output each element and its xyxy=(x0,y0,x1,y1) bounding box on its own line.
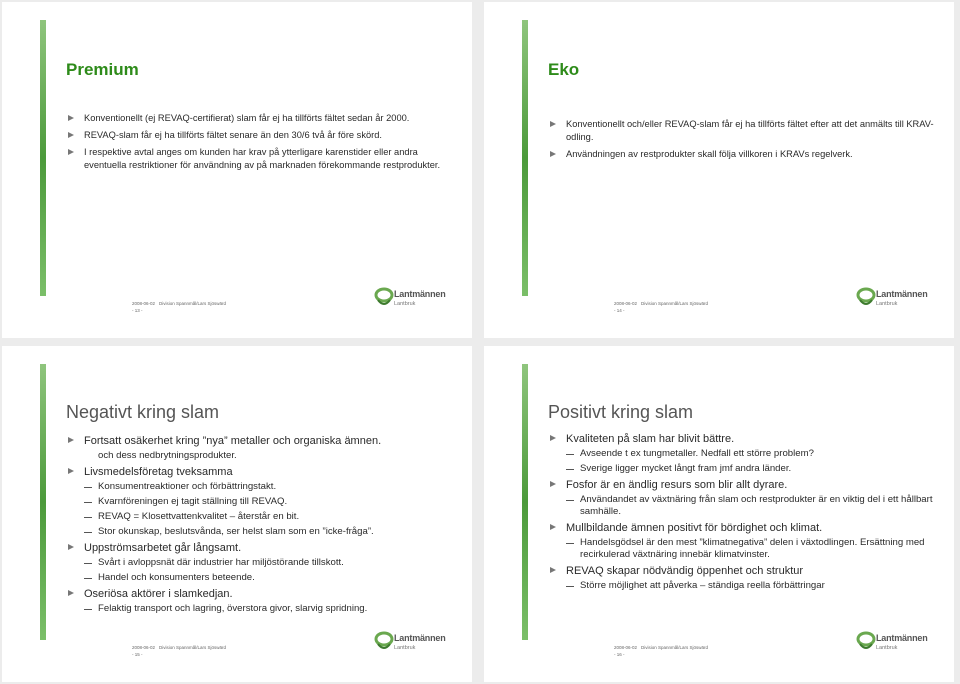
logo-name: Lantmännen xyxy=(876,633,928,643)
sub-bullet: Konsumentreaktioner och förbättringstakt. xyxy=(66,481,454,493)
lantmannen-logo xyxy=(374,286,446,314)
slide-positivt xyxy=(484,346,954,682)
bullet: REVAQ skapar nödvändig öppenhet och struktur xyxy=(548,564,936,578)
bullet: Kvaliteten på slam har blivit bättre. xyxy=(548,432,936,446)
accent-bar xyxy=(522,364,528,640)
slide-premium xyxy=(2,2,472,338)
slide-footer xyxy=(132,300,230,314)
leaf-icon xyxy=(856,286,876,308)
slide-title: Positivt kring slam xyxy=(548,402,694,422)
footer-division: Division Spannmål/Lars Sjöswärd xyxy=(159,645,227,650)
bullet: Uppströmsarbetet går långsamt. xyxy=(66,541,454,555)
footer-division: Division Spannmål/Lars Sjöswärd xyxy=(641,645,709,650)
sub-bullet: Större möjlighet att påverka – ständiga reella förbättringar xyxy=(548,580,936,592)
slide-footer xyxy=(614,644,712,658)
footer-date: 2008-06-02 xyxy=(132,301,156,306)
slide-title: Premium xyxy=(66,60,139,79)
sub-bullet: Handelsgödsel är den mest ”klimatnegativa” delen i växtodlingen. Ersättning med recirkulerad växtnäring innebär klimatvinster. xyxy=(548,537,936,561)
sub-bullet: Handel och konsumenters beteende. xyxy=(66,572,454,584)
logo-name: Lantmännen xyxy=(394,633,446,643)
slide-eko xyxy=(484,2,954,338)
sub-bullet: Svårt i avloppsnät där industrier har miljöstörande tillskott. xyxy=(66,557,454,569)
sub-bullet: REVAQ = Klosettvattenkvalitet – återstår en bit. xyxy=(66,511,454,523)
footer-date: 2008-06-02 xyxy=(614,301,638,306)
slide-content xyxy=(548,432,936,595)
slide-title: Eko xyxy=(548,60,580,79)
logo-name: Lantmännen xyxy=(394,289,446,299)
footer-division: Division Spannmål/Lars Sjöswärd xyxy=(641,301,709,306)
logo-sub: Lantbruk xyxy=(876,301,898,307)
bullet: Konventionellt och/eller REVAQ-slam får ej ha tillförts fältet efter att det anmälts till KRAV-odling. xyxy=(548,118,936,144)
sub-bullet: Sverige ligger mycket långt fram jmf andra länder. xyxy=(548,463,936,475)
sub-bullet: Stor okunskap, beslutsvånda, ser helst slam som en ”icke-fråga”. xyxy=(66,526,454,538)
page-number: - 13 - xyxy=(132,308,143,313)
page-number: - 15 - xyxy=(132,652,143,657)
logo-name: Lantmännen xyxy=(876,289,928,299)
slide-title: Negativt kring slam xyxy=(66,402,220,422)
sub-bullet: Användandet av växtnäring från slam och restprodukter är en viktig del i ett hållbart samhälle. xyxy=(548,494,936,518)
sub-bullet: Avseende t ex tungmetaller. Nedfall ett större problem? xyxy=(548,448,936,460)
sub-bullet: Kvarnföreningen ej tagit ställning till REVAQ. xyxy=(66,496,454,508)
slide-negativt xyxy=(2,346,472,682)
lantmannen-logo xyxy=(856,286,928,314)
accent-bar xyxy=(40,20,46,296)
logo-sub: Lantbruk xyxy=(394,645,416,651)
bullet: Fosfor är en ändlig resurs som blir allt dyrare. xyxy=(548,478,936,492)
slide-content xyxy=(548,118,936,165)
bullet: I respektive avtal anges om kunden har krav på ytterligare karenstider eller andra eventuella restriktioner för användning av på marknaden förekommande restprodukter. xyxy=(66,146,454,172)
footer-date: 2008-06-02 xyxy=(132,645,156,650)
logo-sub: Lantbruk xyxy=(876,645,898,651)
slide-content xyxy=(66,434,454,618)
leaf-icon xyxy=(374,286,394,308)
lantmannen-logo xyxy=(856,630,928,658)
lantmannen-logo xyxy=(374,630,446,658)
bullet: Användningen av restprodukter skall följa villkoren i KRAVs regelverk. xyxy=(548,148,936,161)
bullet: Livsmedelsföretag tveksamma xyxy=(66,465,454,479)
logo-sub: Lantbruk xyxy=(394,301,416,307)
sub-bullet: och dess nedbrytningsprodukter. xyxy=(98,450,237,461)
page-number: - 16 - xyxy=(614,652,625,657)
sub-bullet: Felaktig transport och lagring, överstora givor, slarvig spridning. xyxy=(66,603,454,615)
leaf-icon xyxy=(856,630,876,652)
accent-bar xyxy=(522,20,528,296)
bullet: Konventionellt (ej REVAQ-certifierat) slam får ej ha tillförts fältet sedan år 2000. xyxy=(66,112,454,125)
slide-footer xyxy=(132,644,230,658)
bullet: Fortsatt osäkerhet kring ”nya” metaller och organiska ämnen. xyxy=(66,434,454,448)
slide-footer xyxy=(614,300,712,314)
page-number: - 14 - xyxy=(614,308,625,313)
accent-bar xyxy=(40,364,46,640)
bullet: Mullbildande ämnen positivt för bördighet och klimat. xyxy=(548,521,936,535)
leaf-icon xyxy=(374,630,394,652)
bullet: Oseriösa aktörer i slamkedjan. xyxy=(66,587,454,601)
footer-date: 2008-06-02 xyxy=(614,645,638,650)
footer-division: Division Spannmål/Lars Sjöswärd xyxy=(159,301,227,306)
slide-content xyxy=(66,112,454,176)
bullet: REVAQ-slam får ej ha tillförts fältet senare än den 30/6 två år före skörd. xyxy=(66,129,454,142)
